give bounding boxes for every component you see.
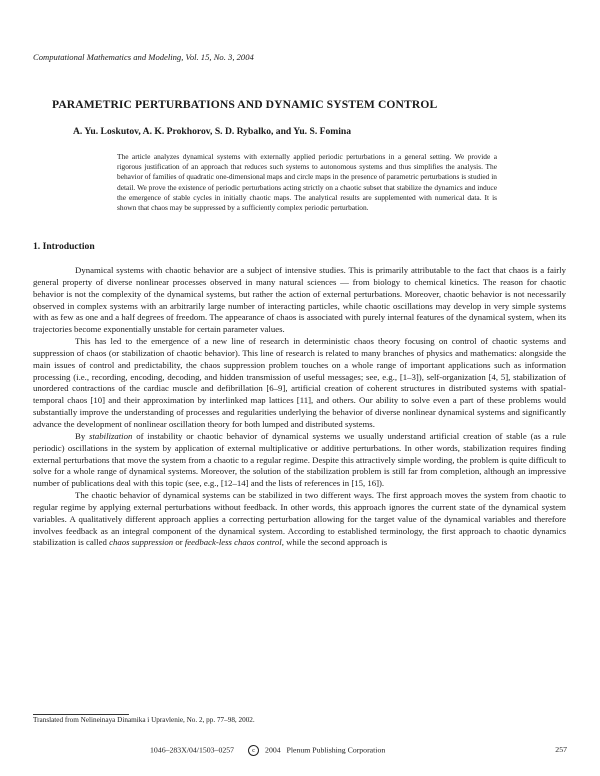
- copyright-year: 2004: [265, 745, 281, 755]
- paragraph-3-rest: of instability or chaotic behavior of dynamical systems we usually understand artificial creation of stable (as a rule periodic) oscillations in the system by application of external multiplicative or additive perturbations. In other words, stabilization requires finding external perturbations that move the system from a chaotic to a regular regime. Despite this attractively simple wording, the problem is quite difficult to solve for a whole range of dynamical systems. Moreover, the solution of the stabilization problem is still far from completion, although an impressive number of publications deal with this topic (see, e.g., [12–14] and the lists of references in [15, 16]).: [33, 430, 567, 489]
- page-number: 257: [555, 745, 567, 754]
- copyright-icon: c: [248, 745, 259, 756]
- abstract: The article analyzes dynamical systems with externally applied periodic perturbations in a general setting. We provide a rigorous justification of an approach that reduces such systems to autonomous systems and thus simplifies the analysis. The behavior of families of quadratic one-dimensional maps and circle maps in the presence of parametric perturbations is studied in detail. We prove the existence of periodic perturbations acting strictly on a chaotic subset that stabilize the dynamics and induce the emergence of stable cycles in initially chaotic maps. The analytical results are supplemented with numerical data. It is shown that chaos may be suppressed by a sufficiently complex periodic perturbation.: [117, 152, 497, 213]
- paragraph-4-lead: The chaotic behavior of dynamical systems can be stabilized in two different ways. The first approach moves the system from chaotic to regular regime by applying external perturbations without feedback. In other words, this approach ignores the current state of the dynamical system variables. A qualitatively different approach applies a correcting perturbation allowing for the target value of the dynamical variables and therefore involves feedback as an integral component of the dynamical system. According to established terminology, the first approach to chaotic dynamics stabilization is called: [33, 490, 566, 548]
- paragraph-1: Dynamical systems with chaotic behavior are a subject of intensive studies. This is primarily attributable to the fact that chaos is a fairly general property of diverse nonlinear processes observed in many natural sciences — from biology to chemical kinetics. The reason for chaotic behavior is not the complexity of the dynamical systems, but rather the action of external perturbations. Moreover, chaotic behavior is not necessarily observed in complex systems with an arbitrarily large number of interacting particles, while chaotic oscillations may develop in very simple systems with as few as one and a half degrees of freedom. The appearance of chaos is associated with purely internal features of the dynamical system, when its trajectories become exponentially unstable for certain parameter values.: [33, 265, 566, 335]
- paragraph-4: [33, 490, 566, 549]
- term-feedback-less-chaos-control: feedback-less chaos control: [184, 537, 282, 548]
- footnote-rule: [33, 714, 129, 715]
- author-list: A. Yu. Loskutov, A. K. Prokhorov, S. D. Rybalko, and Yu. S. Fomina: [73, 126, 352, 137]
- paragraph-3-lead: By: [75, 430, 90, 441]
- paragraph-4-mid: or: [173, 537, 185, 548]
- imprint-line: [150, 745, 385, 756]
- journal-line: Computational Mathematics and Modeling, Vol. 15, No. 3, 2004: [33, 52, 254, 62]
- paragraph-3: [33, 431, 566, 490]
- issn-code: 1046–283X/04/1503–0257: [150, 745, 235, 755]
- translation-footnote: Translated from Nelineinaya Dinamika i Upravlenie, No. 2, pp. 77–98, 2002.: [33, 716, 255, 724]
- term-stabilization: stabilization: [89, 430, 133, 441]
- paragraph-4-tail: , while the second approach is: [281, 537, 388, 548]
- body-text: [33, 265, 566, 549]
- section-heading-introduction: 1. Introduction: [33, 241, 95, 252]
- publisher-name: Plenum Publishing Corporation: [286, 745, 386, 755]
- term-chaos-suppression: chaos suppression: [109, 537, 174, 548]
- paper-title: PARAMETRIC PERTURBATIONS AND DYNAMIC SYSTEM CONTROL: [52, 98, 438, 111]
- paragraph-2: This has led to the emergence of a new line of research in deterministic chaos theory focusing on control of chaotic systems and suppression of chaos (or stabilization of chaotic behavior). This line of research is related to many branches of physics and mathematics: alongside the main issues of control and predictability, the chaos suppression problem touches on a whole range of important applications such as information processing (i.e., recording, encoding, decoding, and hidden transmission of useful messages; see, e.g., [1–3]), self-organization [4, 5], stabilization of unordered contractions of the cardiac muscle and defibrillation [6–9], artificial creation of coherent structures in distributed systems with spatial-temporal chaos [10] and their approximation by interlinked map lattices [11], and others. Our ability to solve even a part of these problems would substantially improve the understanding of processes and regularities underlying the behavior of diverse nonlinear dynamical systems and significantly advance the development of nonlinear oscillation theory for both lumped and distributed systems.: [33, 336, 566, 429]
